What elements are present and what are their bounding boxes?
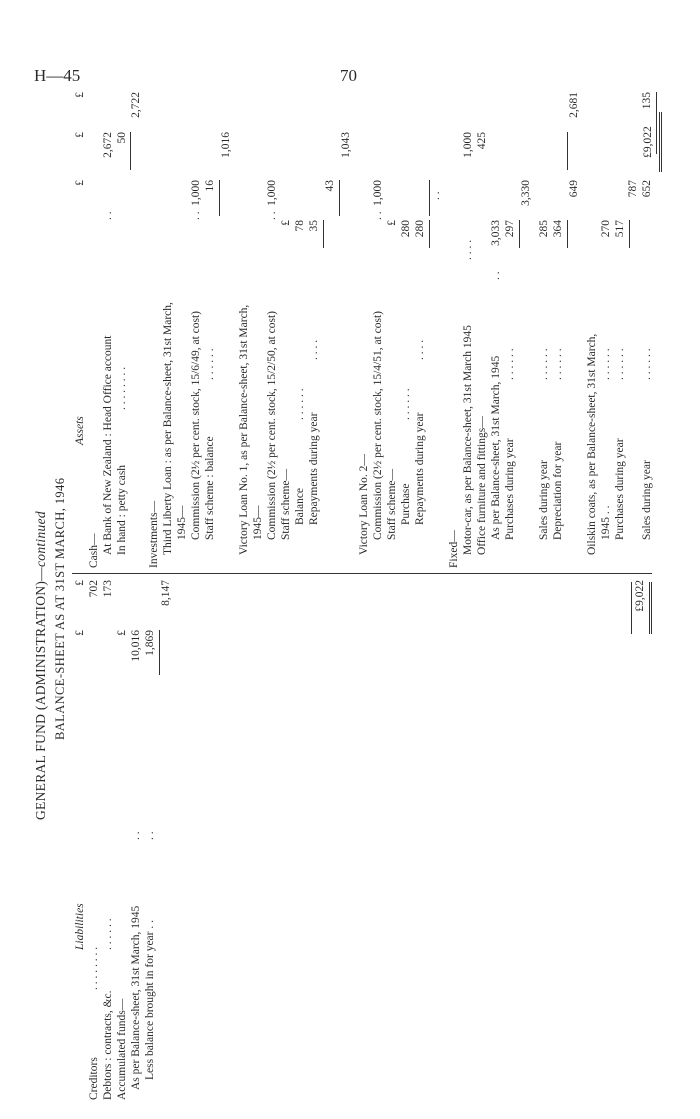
total-rule [661,112,662,172]
third-liberty-label: Third Liberty Loan : as per Balance-sheet, 31st March, [162,302,174,555]
office-asper-label: As per Balance-sheet, 31st March, 1945 [490,355,502,540]
bank-amount: 2,672 [102,132,114,158]
office-asper-amount: 3,033 [490,220,502,246]
oilskin-sales-amount: 652 [641,180,653,198]
dots: . . [102,211,114,220]
accum-net-amount: 8,147 [160,580,172,606]
victory1-comm-label: Commission (2½ per cent. stock, 15/2/50, at cost) [266,310,278,540]
third-liberty-year: 1945— [176,505,188,540]
office-depreciation-label: Depreciation for year [552,441,564,540]
victory2-label: Victory Loan No. 2— [358,454,370,555]
victory1-comm-amount: 1,000 [266,180,278,206]
asset-cur: £ [74,132,86,138]
liabilities-total: £9,022 [634,580,646,612]
dots: . . . . [308,339,320,360]
office-purchases-amount: 297 [504,220,516,238]
dots: . . . . . . [400,388,412,420]
dots: . . . . . . . . [88,946,100,990]
oilskin-sum: 787 [627,180,639,198]
asset-cur: £ [74,180,86,186]
dots: . . . . [462,239,474,260]
bank-label: At Bank of New Zealand : Head Office account [102,335,114,555]
page-number: 70 [340,66,357,85]
cash-label: Cash— [88,533,100,568]
victory1-year: 1945— [252,505,264,540]
cash-total: 2,722 [130,92,142,118]
petty-cash-label: In hand : petty cash [116,464,128,555]
victory2-cur: £ [386,220,398,226]
assets-heading: Assets [74,416,86,445]
dots: . . . . . . . . [116,366,128,410]
sum-rule [339,180,340,216]
oilskin-purchases-amount: 517 [614,220,626,238]
sum-rule [429,180,430,216]
third-comm-amount: 1,000 [190,180,202,206]
victory1-cur: £ [280,220,292,226]
office-purchases-label: Purchases during year [504,438,516,540]
office-label: Office furniture and fittings— [476,416,488,555]
page-code: H—45 [34,66,81,85]
total-rule [649,582,650,634]
dots: . . [190,211,202,220]
victory1-staff-label: Staff scheme— [280,468,292,540]
accum-asper-label: As per Balance-sheet, 31st March, 1945 [130,905,142,1090]
less-balance-label: Less balance brought in for year . . [144,920,156,1080]
victory1-balance-label: Balance [294,487,306,525]
title-text: GENERAL FUND (ADMINISTRATION)— [33,567,48,820]
victory2-repay-label: Repayments during year [414,412,426,525]
victory2-purchase-label: Purchase [400,483,412,525]
liab-cur: £ [74,580,86,586]
sum-rule [429,220,430,248]
fixed-total: 2,681 [568,92,580,118]
victory1-net: 43 [324,180,336,192]
debtors-amount: 173 [102,580,114,598]
victory2-comm-label: Commission (2½ per cent. stock, 15/4/51, at cost) [372,310,384,540]
motor-car-label: Motor-car, as per Balance-sheet, 31st March 1945 [462,325,474,555]
liabilities-heading: Liabilities [74,903,86,950]
sum-rule [219,180,220,216]
dots: . . . . . . [504,348,516,380]
victory1-repay-amount: 35 [308,220,320,232]
oilskin-year-amount: 270 [600,220,612,238]
victory1-total: 1,043 [340,132,352,158]
victory1-label: Victory Loan No. 1, as per Balance-sheet, 31st March, [238,304,250,555]
petty-cash-amount: 50 [116,132,128,144]
less-balance-amount: 1,869 [144,630,156,656]
dots: . . . . . . [102,918,114,950]
asset-cur: £ [74,92,86,98]
third-comm-label: Commission (2½ per cent. stock, 15/6/49, at cost) [190,310,202,540]
dots: . . [490,271,502,280]
victory1-balance-amount: 78 [294,220,306,232]
dots: . . . . [414,339,426,360]
dots: . . [372,211,384,220]
office-sum: 3,330 [520,180,532,206]
accum-funds-label: Accumulated funds— [116,998,128,1100]
motor-car-amount: 1,000 [462,132,474,158]
office-net: 649 [568,180,580,198]
balance-sheet [30,90,670,1100]
oilskin-year: 1945 . . [600,505,612,540]
victory2-staff-label: Staff scheme— [386,468,398,540]
third-staff-amount: 16 [204,180,216,192]
debtors-label: Debtors : contracts, &c. [102,990,114,1100]
dots: . . [430,191,442,200]
liab-cur: £ [116,630,128,636]
total-rule [659,112,660,172]
dots: . . [130,831,142,840]
office-total: 425 [476,132,488,150]
assets-total-block [642,112,658,172]
total-rule [651,582,652,634]
investments-label: Investments— [148,500,160,568]
assets-total: £9,022 [642,126,654,158]
office-sales-amount: 285 [538,220,550,238]
dots: . . [144,831,156,840]
office-sales-label: Sales during year [538,460,550,540]
third-staff-label: Staff scheme : balance [204,436,216,540]
creditors-amount: 702 [88,580,100,598]
fixed-label: Fixed— [448,530,460,568]
third-total: 1,016 [220,132,232,158]
oilskin-sales-label: Sales during year [641,460,653,540]
victory2-comm-amount: 1,000 [372,180,384,206]
accum-asper-amount: 10,016 [130,630,142,662]
creditors-label: Creditors [88,1057,100,1100]
dots: . . [266,211,278,220]
dots: . . . . . . [641,348,653,380]
oilskin-label: Oilskin coats, as per Balance-sheet, 31st March, [586,333,598,555]
column-divider [72,573,652,574]
oilskin-net: 135 [641,92,653,110]
dots: . . . . . . [294,388,306,420]
dots: . . . . . . [600,348,612,380]
sheet-title [34,511,48,820]
dots: . . . . . . [552,348,564,380]
total-rule [631,582,632,634]
dots: . . . . . . [204,348,216,380]
dots: . . . . . . [614,348,626,380]
liab-cur: £ [74,630,86,636]
victory1-repay-label: Repayments during year [308,412,320,525]
office-depreciation-amount: 364 [552,220,564,238]
oilskin-purchases-label: Purchases during year [614,438,626,540]
sheet-subtitle: BALANCE-SHEET AS AT 31ST MARCH, 1946 [53,477,67,740]
victory2-repay-amount: 280 [414,220,426,238]
title-continued: continued [33,511,48,568]
dots: . . . . . . [538,348,550,380]
victory2-purchase-amount: 280 [400,220,412,238]
